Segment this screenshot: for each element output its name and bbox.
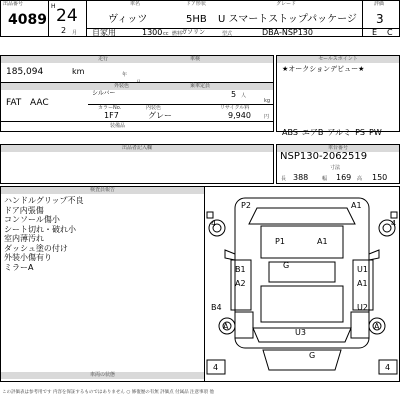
equipment-item: ABS: [282, 128, 298, 137]
year-value: 24: [56, 6, 78, 26]
lot-number: 4089: [8, 12, 47, 28]
inspector-line: ドア内張傷: [4, 205, 44, 215]
inspector-line: ミラーA: [4, 262, 34, 272]
fuel: ガソリン: [181, 29, 206, 36]
damage-mark: A1: [357, 279, 368, 288]
mission: FAT: [6, 98, 22, 108]
score-label: 評価: [374, 1, 385, 7]
equipment-list: [282, 129, 386, 137]
inspector-line: ハンドルグリップ不良: [4, 196, 84, 205]
mileage: 185,094: [6, 67, 44, 77]
exterior-score: C: [387, 28, 393, 37]
dims-label: 寸法: [330, 165, 341, 171]
inspector-notes: [4, 196, 84, 272]
mileage-unit: km: [72, 67, 85, 76]
shaken-year-label: 年: [122, 72, 128, 78]
spec-header: [1, 56, 273, 63]
mileage-label: 走行: [98, 56, 109, 62]
grade: U スマートストップパッケージ: [218, 14, 357, 25]
damage-mark: G: [283, 261, 290, 270]
inspector-line: 室内薄汚れ: [4, 234, 44, 243]
model-label: 型式: [222, 31, 233, 37]
notes-header: 出品者記入欄: [1, 145, 273, 152]
color-no-label: カラーNo.: [98, 105, 122, 111]
usage: 自家用: [92, 28, 116, 37]
color-label: 外装色: [114, 83, 130, 89]
seats-unit: 人: [241, 93, 247, 99]
height-label: 高: [357, 176, 363, 182]
car-name: ヴィッツ: [108, 14, 148, 25]
seats-label: 乗車定員: [190, 83, 211, 89]
chassis-header: 車台番号: [277, 145, 399, 152]
displacement: 1300: [142, 28, 163, 37]
h-mark: H: [51, 3, 56, 10]
cc-unit: cc: [163, 31, 169, 37]
height: 150: [372, 173, 388, 182]
equipment-item: PW: [369, 128, 382, 137]
doors: 5HB: [186, 14, 207, 25]
recycle-label: リサイクル料: [220, 105, 250, 111]
damage-mark: B1: [235, 265, 246, 274]
equipment-item: エアB: [301, 128, 324, 137]
mission-header: [1, 83, 273, 90]
inspector-line: ダッシュ塗の付け: [4, 243, 68, 253]
interior-score: E: [372, 28, 378, 37]
damage-mark: A2: [235, 279, 246, 288]
length: 388: [293, 173, 309, 182]
inspector-line: シート切れ・破れ小: [4, 224, 76, 234]
damage-mark: G: [309, 351, 316, 360]
inspector-line: コンソール傷小: [4, 215, 60, 224]
damage-mark: A: [374, 322, 380, 331]
interior-color: グレー: [148, 111, 172, 120]
seats: 5: [231, 90, 237, 99]
damage-mark: A: [223, 322, 229, 331]
inspector-line: 外装小傷有り: [4, 253, 52, 262]
recycle-fee: 9,940: [228, 111, 251, 120]
fuel-label: 燃料: [172, 31, 183, 37]
damage-mark: A1: [351, 201, 362, 210]
grade-label: グレード: [276, 1, 297, 7]
footer-header: 車両の状態: [1, 372, 204, 379]
damage-mark: U3: [295, 328, 306, 337]
shaken-label: 車検: [190, 56, 201, 62]
sales-point-text: ★オークションデビュー★: [282, 65, 365, 73]
equipment-label: 装備品: [110, 123, 126, 129]
car-damage-diagram: [205, 190, 399, 380]
month-value: 2: [61, 26, 67, 35]
damage-mark: U1: [357, 265, 368, 274]
equipment-item: アルミ: [327, 128, 352, 137]
lot-label: 出品番号: [3, 1, 24, 7]
tire-mark: 4: [391, 219, 397, 228]
model: DBA-NSP130: [262, 28, 313, 37]
tire-mark: 4: [211, 219, 217, 228]
damage-mark: P2: [241, 201, 251, 210]
load-unit: kg: [264, 98, 271, 104]
tire-mark: 4: [385, 363, 391, 372]
sales-point-header: セールスポイント: [277, 56, 399, 63]
footer-note: この評価表は参考用です 内容を保証するものではありません ○ 修復歴の有無 評価点 付属品 注意事項 他: [2, 390, 214, 395]
month-label: 月: [72, 30, 78, 36]
equipment-item: PS: [355, 128, 365, 137]
recycle-unit: 円: [264, 114, 270, 120]
damage-mark: U2: [357, 303, 368, 312]
overall-score: 3: [376, 12, 384, 26]
color-no: 1F7: [104, 111, 119, 120]
width: 169: [336, 173, 352, 182]
inspector-header: 検査員報告: [1, 187, 204, 194]
color: シルバー: [92, 90, 116, 97]
interior-color-label: 内装色: [146, 105, 162, 111]
damage-mark: A1: [317, 237, 328, 246]
door-label: ドア形状: [186, 1, 206, 7]
length-label: 長: [281, 176, 287, 182]
tire-mark: 4: [213, 363, 219, 372]
car-name-label: 車名: [130, 1, 141, 7]
damage-mark: P1: [275, 237, 285, 246]
damage-mark: B4: [211, 303, 222, 312]
width-label: 幅: [322, 176, 328, 182]
air-conditioner: AAC: [30, 98, 49, 108]
chassis-number: NSP130-2062519: [280, 151, 368, 162]
